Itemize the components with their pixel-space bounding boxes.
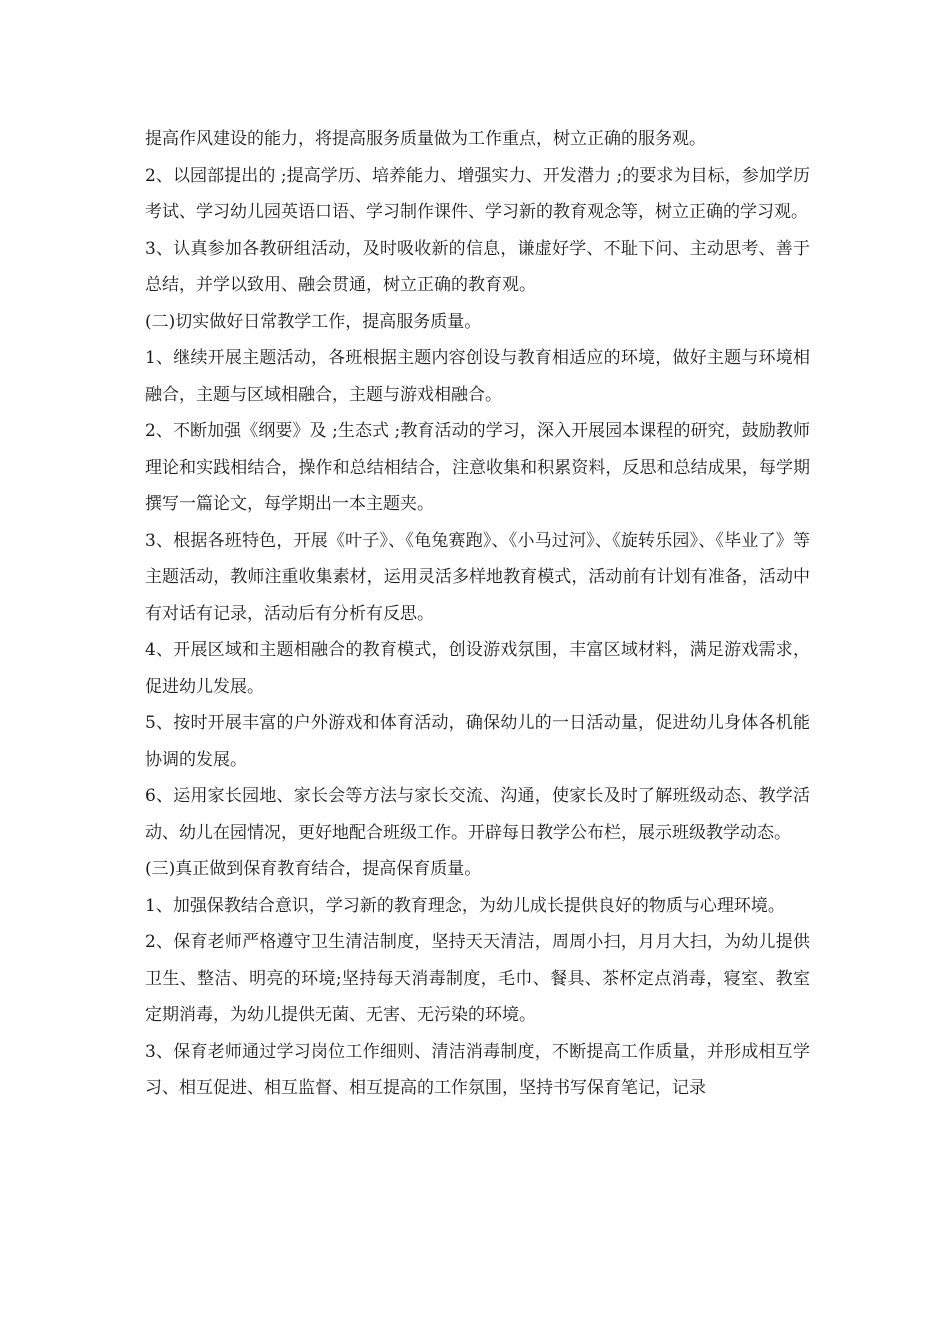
document-body [145, 121, 810, 1107]
paragraph-6: 2、不断加强《纲要》及 ;生态式 ;教育活动的学习，深入开展园本课程的研究，鼓励教师理论和实践相结合，操作和总结相结合，注意收集和积累资料，反思和总结成果，每学期撰写一篇论文，每学期出一本主题夹。 [145, 421, 810, 514]
paragraph-2: 2、以园部提出的 ;提高学历、培养能力、增强实力、开发潜力 ;的要求为目标，参加学历考试、学习幼儿园英语口语、学习制作课件、学习新的教育观念等，树立正确的学习观。 [145, 165, 810, 222]
paragraph-1: 提高作风建设的能力，将提高服务质量做为工作重点，树立正确的服务观。 [145, 129, 706, 149]
paragraph-7: 3、根据各班特色，开展《叶子》、《龟兔赛跑》、《小马过河》、《旋转乐园》、《毕业了》等主题活动，教师注重收集素材，运用灵活多样地教育模式，活动前有计划有准备，活动中有对话有记录，活动后有分析有反思。 [145, 530, 810, 624]
section-heading-3: (三)真正做到保育教育结合，提高保育质量。 [145, 859, 482, 879]
paragraph-10: 6、运用家长园地、家长会等方法与家长交流、沟通，使家长及时了解班级动态、教学活动、幼儿在园情况，更好地配合班级工作。开辟每日教学公布栏，展示班级教学动态。 [145, 786, 810, 843]
paragraph-13: 2、保育老师严格遵守卫生清洁制度，坚持天天清洁，周周小扫，月月大扫，为幼儿提供卫生、整洁、明亮的环境;坚持每天消毒制度，毛巾、餐具、茶杯定点消毒，寝室、教室定期消毒，为幼儿提供无菌、无害、无污染的环境。 [145, 932, 810, 1025]
paragraph-14: 3、保育老师通过学习岗位工作细则、清洁消毒制度，不断提高工作质量，并形成相互学习、相互促进、相互监督、相互提高的工作氛围，坚持书写保育笔记，记录 [145, 1041, 810, 1098]
section-heading-2: (二)切实做好日常教学工作，提高服务质量。 [145, 311, 482, 332]
paragraph-3: 3、认真参加各教研组活动，及时吸收新的信息，谦虚好学、不耻下问、主动思考、善于总结，并学以致用、融会贯通，树立正确的教育观。 [145, 238, 810, 295]
paragraph-9: 5、按时开展丰富的户外游戏和体育活动，确保幼儿的一日活动量，促进幼儿身体各机能协调的发展。 [145, 713, 810, 770]
paragraph-5: 1、继续开展主题活动，各班根据主题内容创设与教育相适应的环境，做好主题与环境相融合，主题与区域相融合，主题与游戏相融合。 [145, 348, 810, 405]
paragraph-8: 4、开展区域和主题相融合的教育模式，创设游戏氛围，丰富区域材料，满足游戏需求，促进幼儿发展。 [145, 640, 810, 697]
paragraph-12: 1、加强保教结合意识，学习新的教育理念，为幼儿成长提供良好的物质与心理环境。 [145, 895, 785, 916]
